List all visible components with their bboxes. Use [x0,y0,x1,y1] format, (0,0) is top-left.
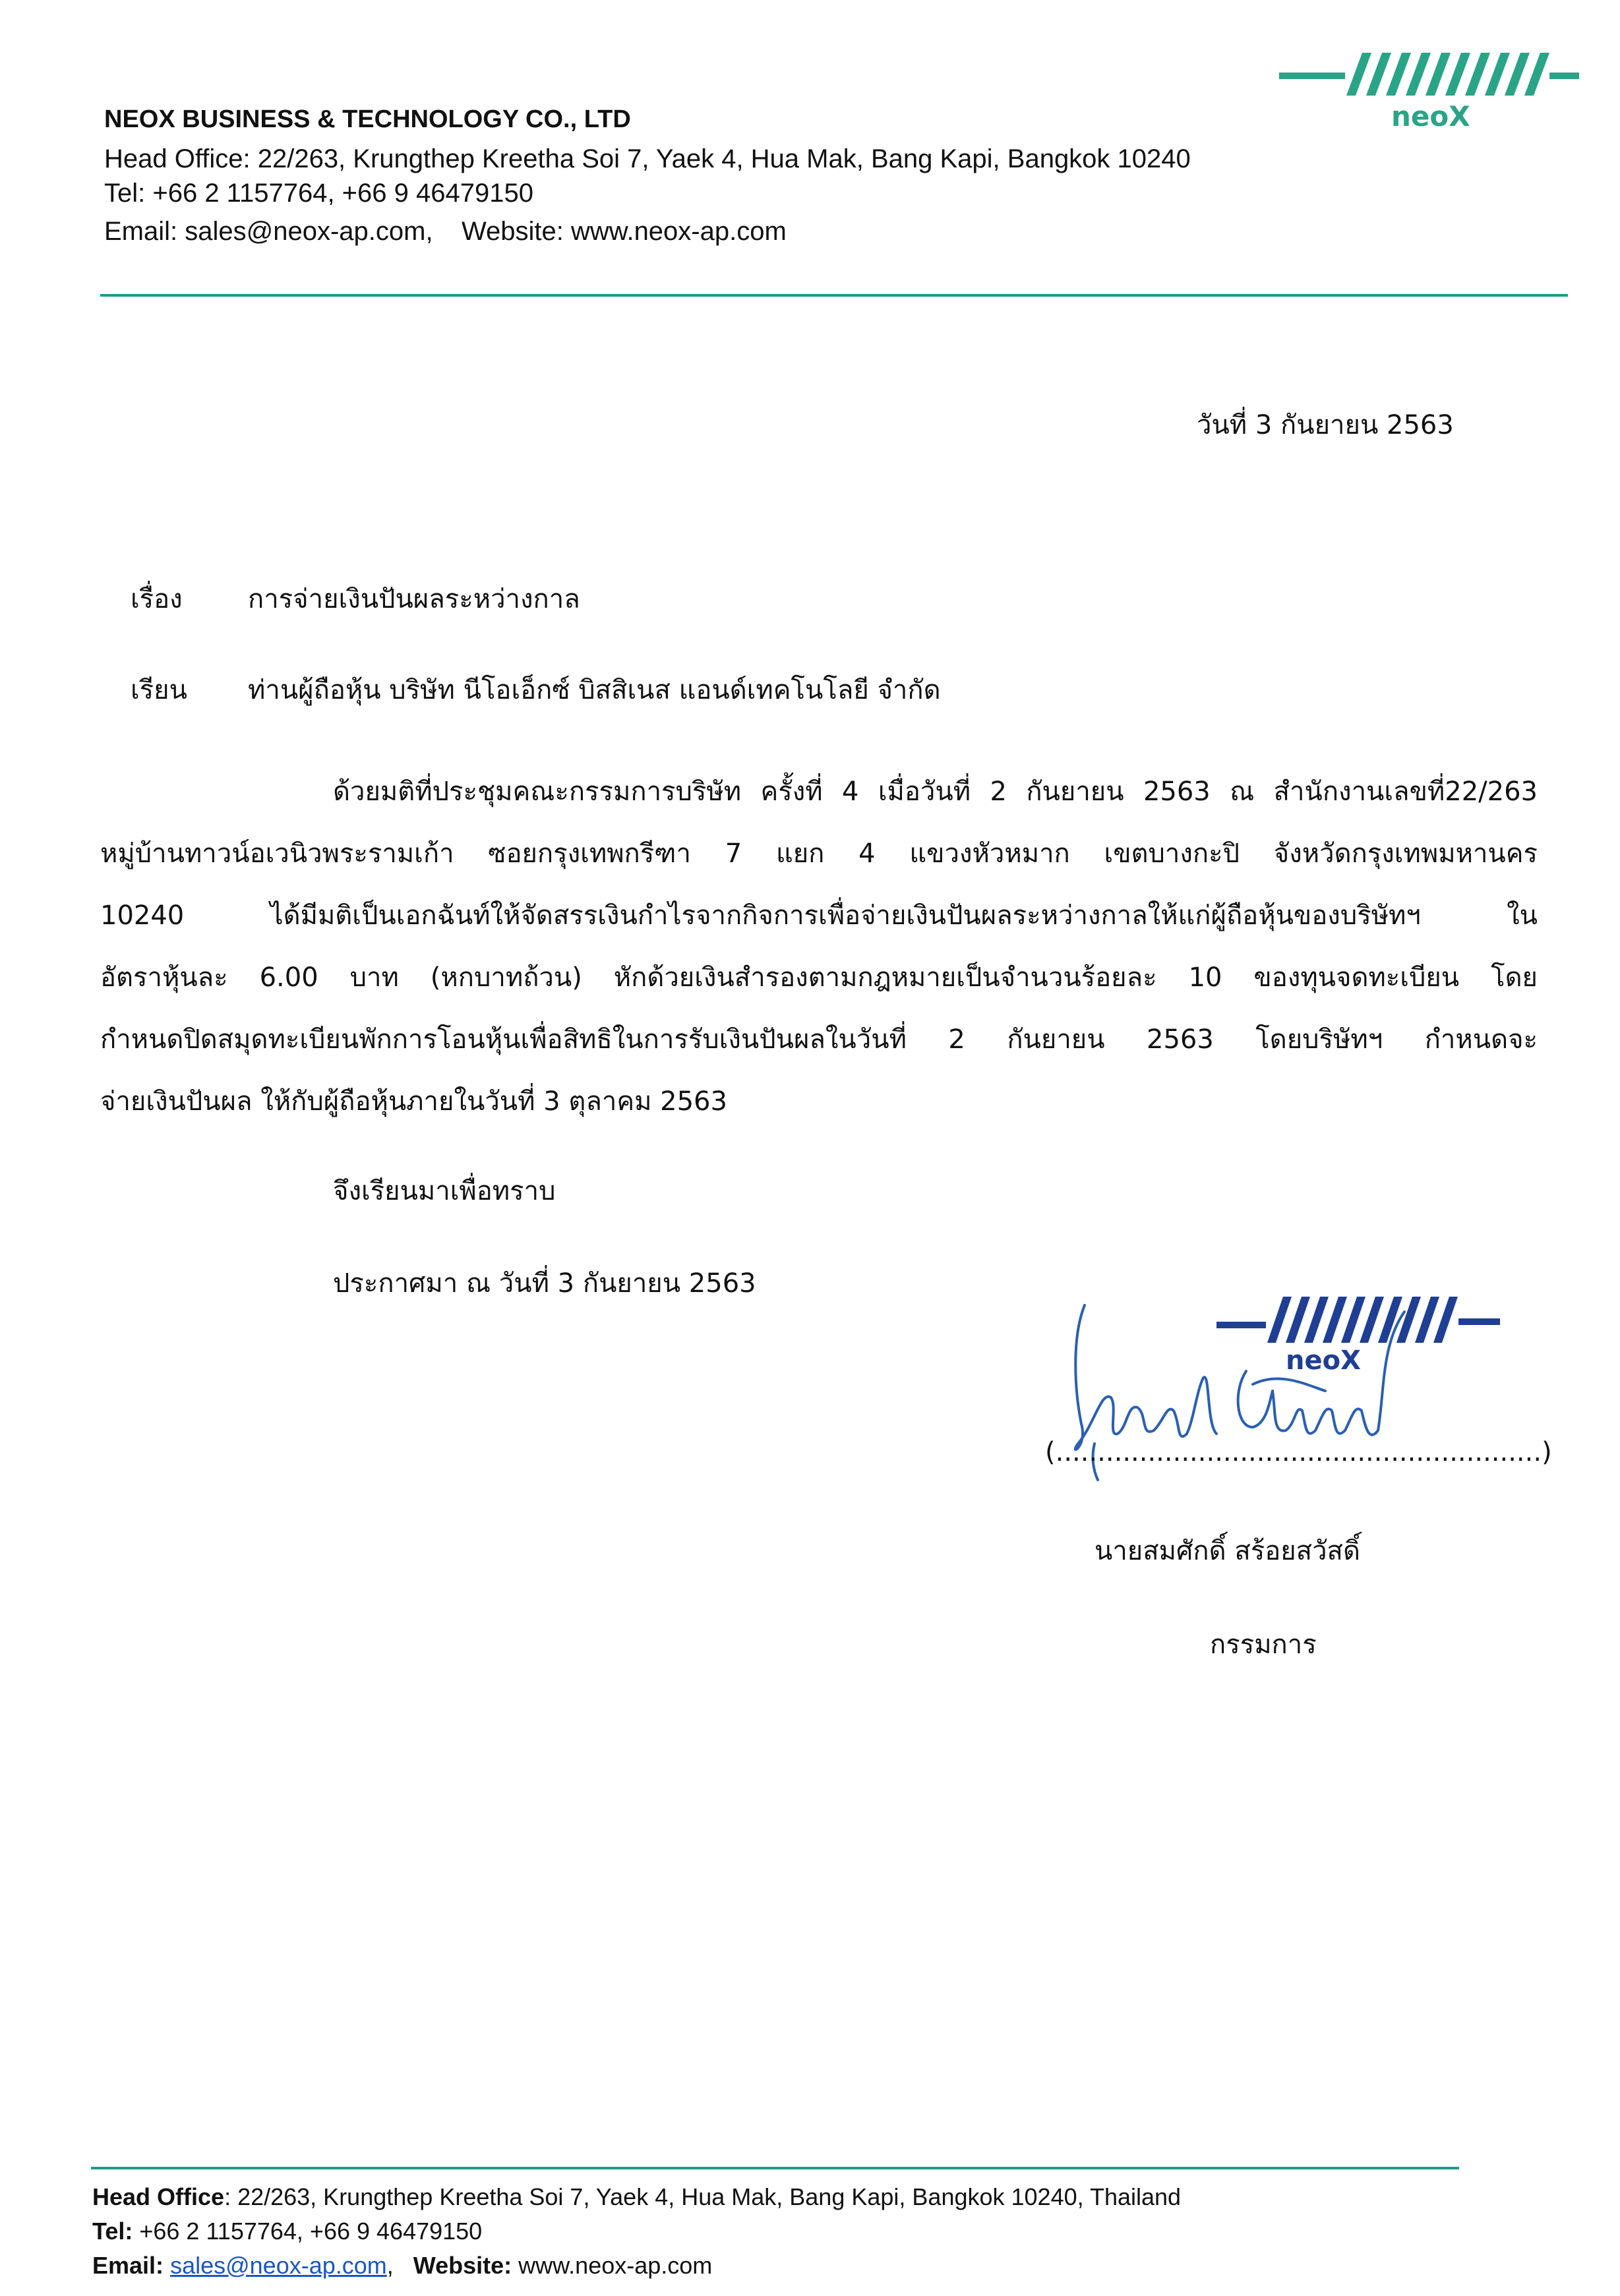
body-line-6: จ่ายเงินปันผล ให้กับผู้ถือหุ้นภายในวันที่ 3 ตุลาคม 2563 [100,1086,727,1117]
footer-divider [91,2167,1459,2169]
footer-website-label: Website: [413,2252,512,2279]
stamp-text: neoX [1286,1345,1361,1376]
body-line-5: กำหนดปิดสมุดทะเบียนพักการโอนหุ้นเพื่อสิทธิในการรับเงินปันผลในวันที่ 2 กันยายน 2563 โดยบริษัทฯ กำหนดจะ [100,1024,1538,1055]
footer-tel [92,2218,482,2245]
neox-logo-text: neoX [1391,100,1470,132]
signer-title: กรรมการ [1210,1630,1317,1660]
body-line-2: หมู่บ้านทาวน์อเวนิวพระรามเก้า ซอยกรุงเทพกรีฑา 7 แยก 4 แขวงหัวหมาก เขตบางกะปิ จังหวัดกรุงเทพมหานคร [100,839,1538,869]
recipient-text: ท่านผู้ถือหุ้น บริษัท นีโอเอ็กซ์ บิสสิเนส แอนด์เทคโนโลยี จำกัด [248,675,941,705]
header-divider [100,294,1568,297]
body-line-1: ด้วยมติที่ประชุมคณะกรรมการบริษัท ครั้งที่ 4 เมื่อวันที่ 2 กันยายน 2563 ณ สำนักงานเลขที่22/263 [333,777,1538,807]
letter-date: วันที่ 3 กันยายน 2563 [1197,410,1454,440]
body-line-4: อัตราหุ้นละ 6.00 บาท (หกบาทถ้วน) หักด้วยเงินสำรองตามกฎหมายเป็นจำนวนร้อยละ 10 ของทุนจดทะเบียน โดย [100,962,1538,993]
header-website: Website: www.neox-ap.com [462,217,787,246]
recipient-label: เรียน [131,675,187,705]
subject-text: การจ่ายเงินปันผลระหว่างกาล [248,584,580,614]
footer-email-link[interactable]: sales@neox-ap.com [170,2252,387,2279]
signature-line: (..........................................................) [1045,1437,1552,1467]
header-tel: Tel: +66 2 1157764, +66 9 46479150 [104,179,533,208]
footer-email-label: Email: [92,2252,164,2279]
header-email: Email: sales@neox-ap.com, [104,217,433,246]
footer-contact: Email: sales@neox-ap.com, Website: www.neox-ap.com [92,2252,713,2279]
footer-address-label: Head Office [92,2183,225,2210]
signer-name: นายสมศักดิ์ สร้อยสวัสดิ์ [1095,1536,1360,1566]
footer-address-text: : 22/263, Krungthep Kreetha Soi 7, Yaek 4, Hua Mak, Bang Kapi, Bangkok 10240, Thailand [224,2183,1182,2210]
company-name: NEOX BUSINESS & TECHNOLOGY CO., LTD [104,105,631,133]
footer-tel-label: Tel: [92,2218,133,2245]
body-line-3: 10240 ได้มีมติเป็นเอกฉันท์ให้จัดสรรเงินกำไรจากกิจการเพื่อจ่ายเงินปันผลระหว่างกาลให้แก่ผู้ถือหุ้นของบริษัทฯ ใน [100,900,1538,931]
closing-text: จึงเรียนมาเพื่อทราบ [333,1176,556,1206]
neox-logo [1273,46,1582,145]
footer-tel-text: +66 2 1157764, +66 9 46479150 [139,2218,483,2245]
subject-label: เรื่อง [131,584,183,614]
footer-website-text: www.neox-ap.com [518,2252,713,2279]
announcement-date: ประกาศมา ณ วันที่ 3 กันยายน 2563 [333,1268,756,1299]
footer-address [92,2183,1181,2211]
header-address: Head Office: 22/263, Krungthep Kreetha Soi 7, Yaek 4, Hua Mak, Bang Kapi, Bangkok 10240 [104,144,1191,173]
neox-logo-stripes-icon [1273,46,1582,99]
